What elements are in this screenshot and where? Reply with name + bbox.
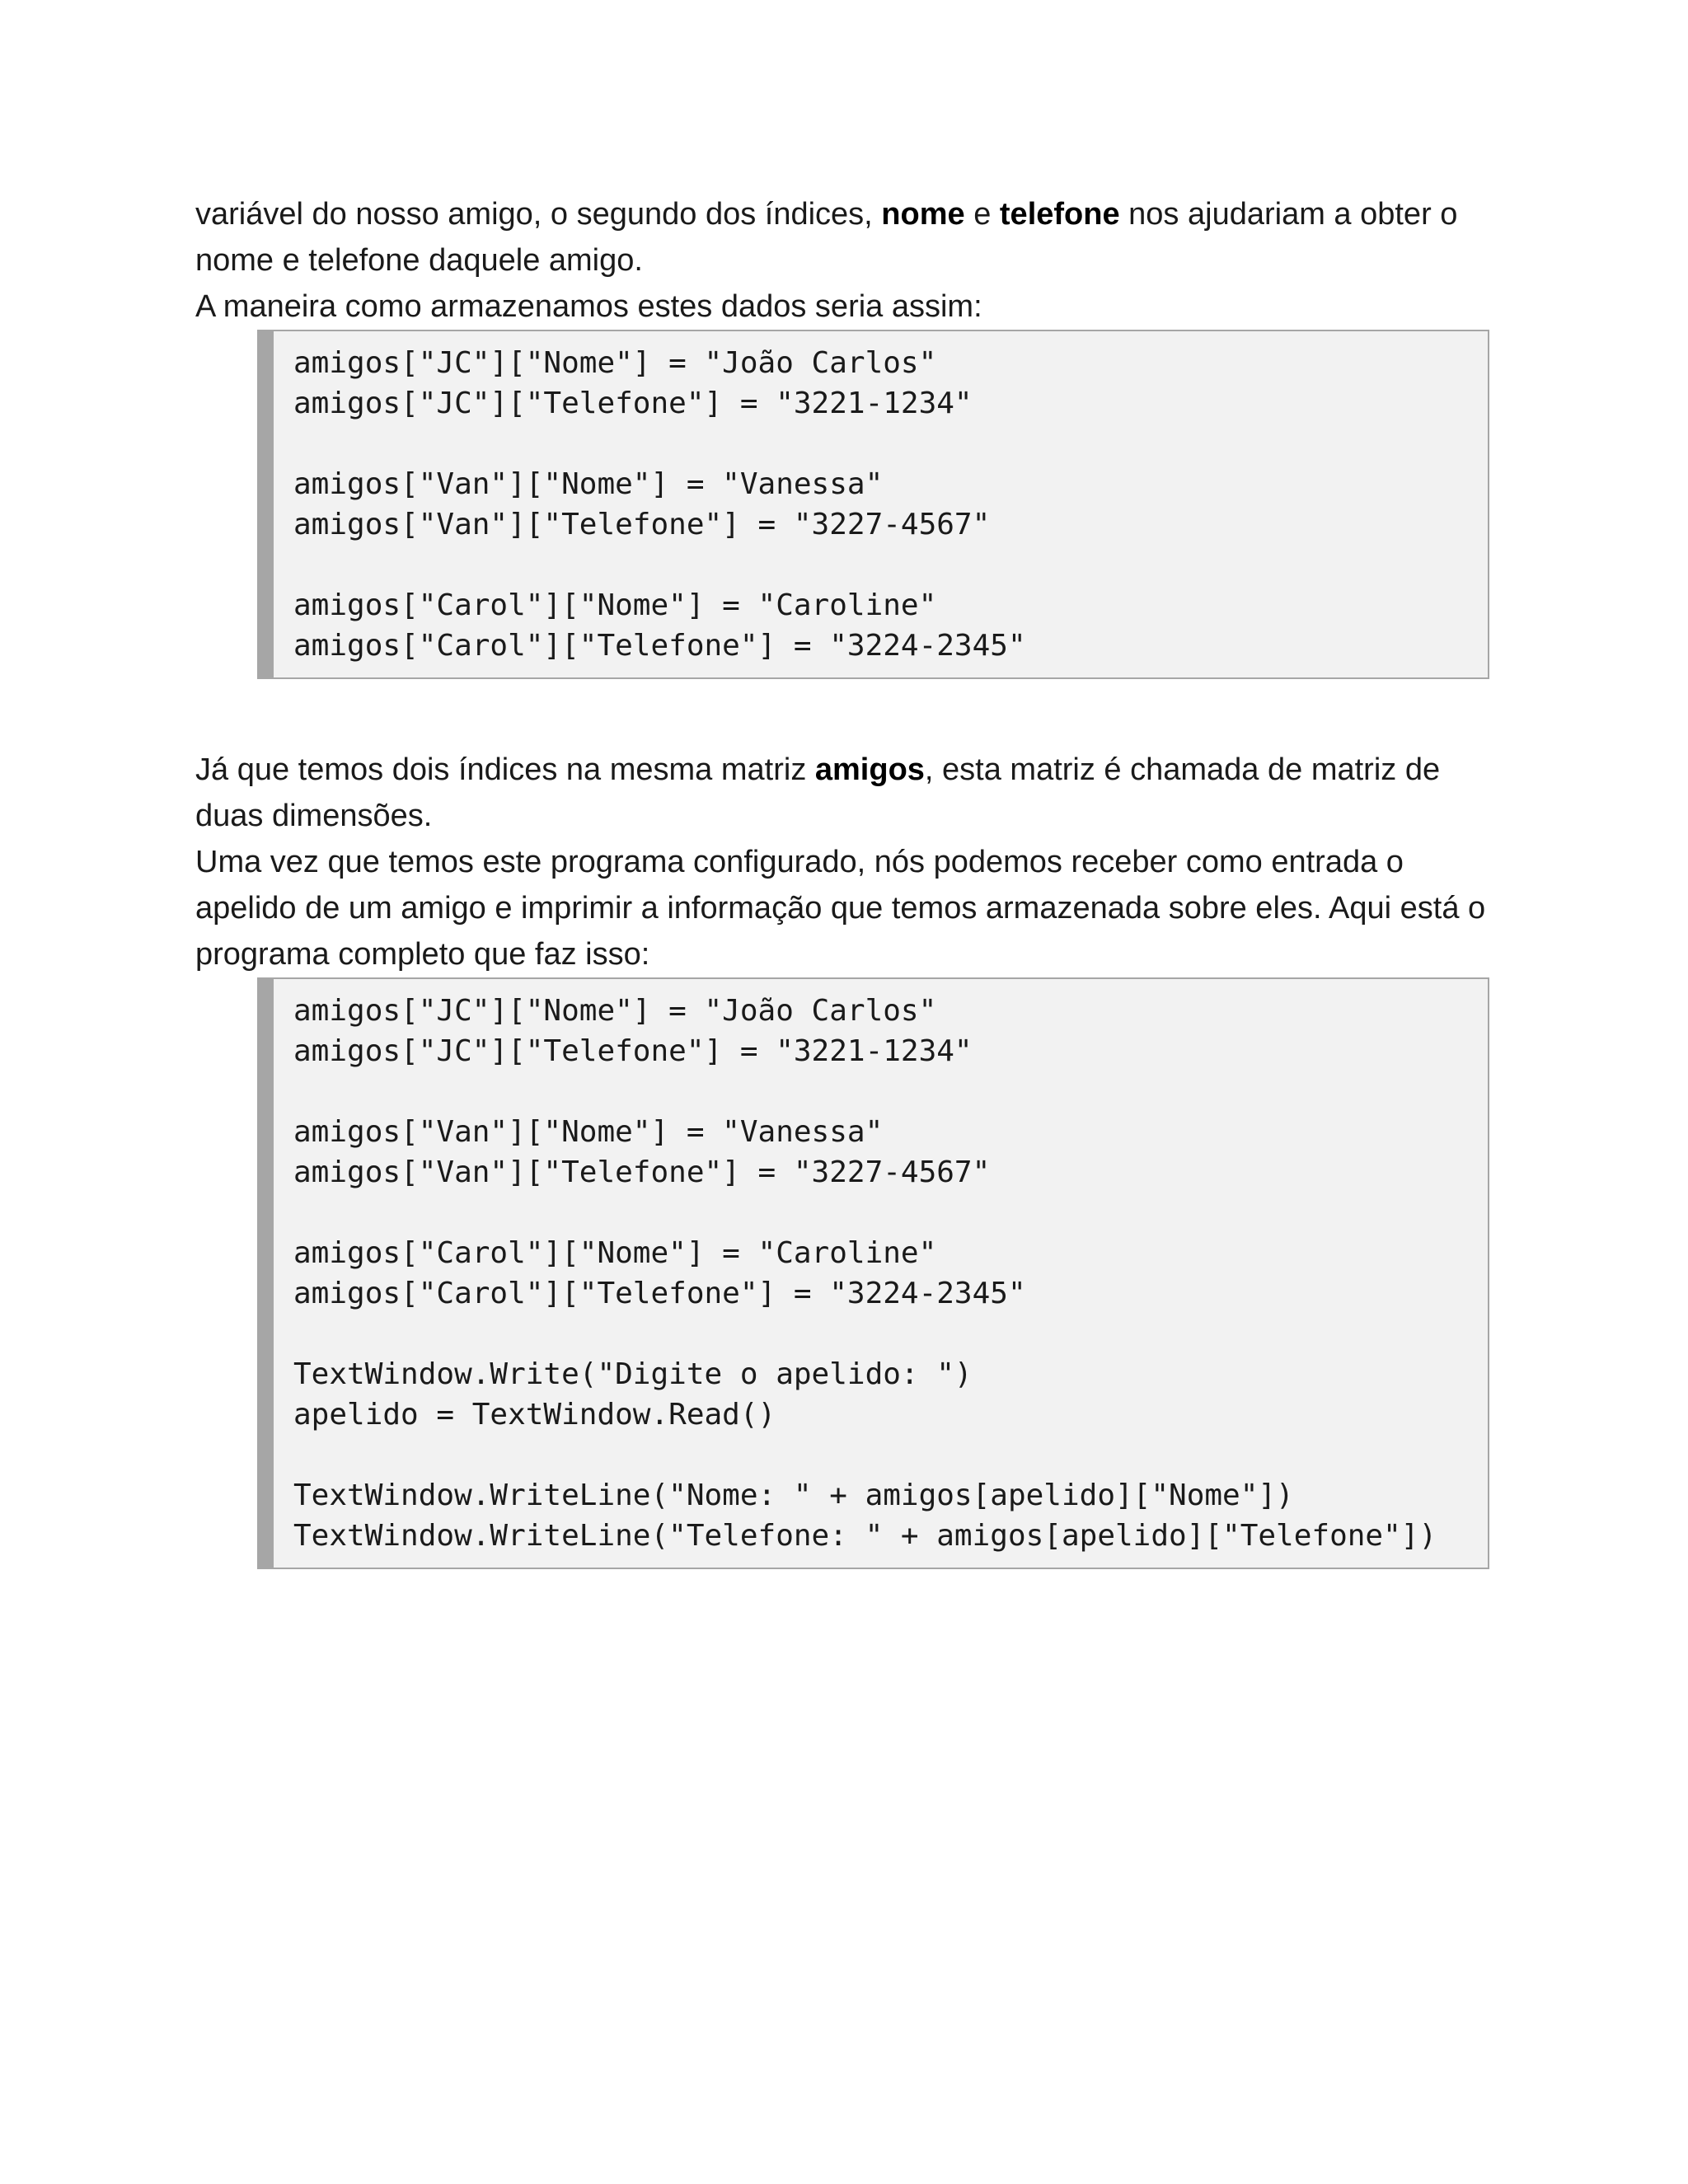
code-line: TextWindow.WriteLine("Nome: " + amigos[apelido]["Nome"]) bbox=[293, 1479, 1294, 1512]
paragraph-storage-intro: A maneira como armazenamos estes dados seria assim: bbox=[195, 289, 982, 324]
code-line: amigos["Carol"]["Nome"] = "Caroline" bbox=[293, 588, 937, 622]
code-line: amigos["JC"]["Telefone"] = "3221-1234" bbox=[293, 387, 973, 420]
paragraph-text: variável do nosso amigo, o segundo dos índices, bbox=[195, 197, 882, 232]
code-line: TextWindow.Write("Digite o apelido: ") bbox=[293, 1357, 973, 1391]
code-line: amigos["JC"]["Nome"] = "João Carlos" bbox=[293, 994, 937, 1028]
code-line: amigos["Van"]["Telefone"] = "3227-4567" bbox=[293, 508, 991, 541]
code-line bbox=[293, 1435, 1488, 1475]
code-line bbox=[293, 545, 1488, 585]
code-line: amigos["Van"]["Nome"] = "Vanessa" bbox=[293, 1115, 884, 1149]
paragraph-indices-explanation bbox=[195, 191, 1498, 284]
bold-term-telefone: telefone bbox=[999, 197, 1120, 232]
code-line bbox=[293, 1071, 1488, 1112]
code-block-storage bbox=[257, 330, 1489, 679]
code-line: TextWindow.WriteLine("Telefone: " + amigos[apelido]["Telefone"]) bbox=[293, 1519, 1437, 1553]
paragraph-text: Já que temos dois índices na mesma matriz bbox=[195, 752, 815, 787]
bold-term-nome: nome bbox=[881, 197, 965, 232]
code-line bbox=[293, 424, 1488, 464]
code-line: apelido = TextWindow.Read() bbox=[293, 1398, 776, 1432]
code-line: amigos["Carol"]["Nome"] = "Caroline" bbox=[293, 1236, 937, 1270]
code-line: amigos["Van"]["Telefone"] = "3227-4567" bbox=[293, 1155, 991, 1189]
paragraph-text: nos ajudariam a obter o nome e telefone daquele amigo. bbox=[195, 197, 1458, 278]
paragraph-program-intro: Uma vez que temos este programa configurado, nós podemos receber como entrada o apelido de um amigo e imprimir a informação que temos armazenada sobre eles. Aqui está o programa completo que faz isso: bbox=[195, 845, 1486, 972]
code-line: amigos["Carol"]["Telefone"] = "3224-2345" bbox=[293, 629, 1026, 663]
code-line: amigos["Carol"]["Telefone"] = "3224-2345" bbox=[293, 1277, 1026, 1310]
code-line bbox=[293, 1314, 1488, 1354]
page-content bbox=[195, 191, 1498, 1569]
paragraph-text: e bbox=[964, 197, 1000, 232]
paragraph-text: , esta matriz é chamada de matriz de duas dimensões. bbox=[195, 752, 1441, 833]
code-line bbox=[293, 1193, 1488, 1233]
code-line: amigos["Van"]["Nome"] = "Vanessa" bbox=[293, 467, 884, 501]
bold-term-amigos: amigos bbox=[814, 752, 925, 787]
code-block-full-program bbox=[257, 977, 1489, 1569]
code-line: amigos["JC"]["Telefone"] = "3221-1234" bbox=[293, 1034, 973, 1068]
paragraph-two-dimensions bbox=[195, 747, 1498, 839]
code-line: amigos["JC"]["Nome"] = "João Carlos" bbox=[293, 346, 937, 380]
